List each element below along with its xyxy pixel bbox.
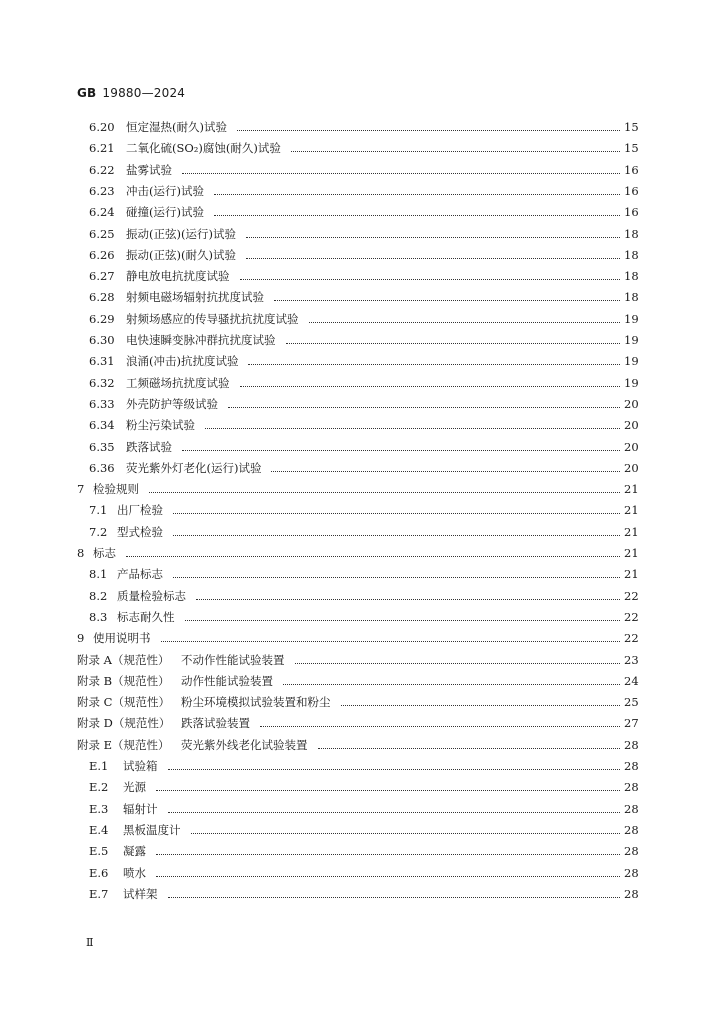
- toc-entry-title: 跌落试验装置: [181, 716, 250, 731]
- toc-entry-number: 9: [77, 631, 85, 646]
- toc-entry-number: 6.33: [89, 396, 115, 411]
- dot-leader: [240, 385, 621, 387]
- toc-entry[interactable]: [89, 886, 638, 902]
- dot-leader: [286, 342, 621, 344]
- toc-entry-number: E.4: [89, 822, 109, 837]
- toc-entry-title: 试验箱: [123, 759, 158, 773]
- toc-entry-title: 标志耐久性: [117, 609, 175, 624]
- toc-entry[interactable]: [89, 524, 638, 540]
- toc-entry-page: 25: [624, 695, 639, 710]
- toc-entry-page: 22: [624, 609, 639, 624]
- toc-entry-title: 质量检验标志: [117, 588, 186, 603]
- toc-entry-title: 电快速瞬变脉冲群抗扰度试验: [126, 333, 276, 347]
- toc-entry-title: 标志: [93, 546, 116, 560]
- toc-entry-number: 6.27: [89, 269, 115, 284]
- toc-entry-page: 28: [624, 737, 639, 752]
- toc-entry[interactable]: [77, 694, 638, 710]
- toc-entry-page: 28: [624, 780, 639, 795]
- toc-entry-title: 辐射计: [123, 801, 158, 816]
- toc-entry-number: 6.25: [89, 226, 115, 241]
- toc-entry-number: 6.34: [89, 418, 115, 433]
- dot-leader: [295, 662, 621, 664]
- dot-leader: [228, 406, 620, 408]
- toc-entry-title: 浪涌(冲击)抗扰度试验: [126, 354, 239, 369]
- toc-entry-page: 28: [624, 759, 639, 773]
- toc-entry-number: E.6: [89, 865, 109, 880]
- toc-entry[interactable]: [89, 439, 638, 455]
- toc-entry-page: 20: [624, 396, 639, 411]
- toc-entry-number: 8: [77, 546, 85, 560]
- toc-entry[interactable]: [89, 460, 638, 476]
- toc-entry-number: E.7: [89, 886, 109, 901]
- toc-entry[interactable]: [89, 332, 638, 348]
- dot-leader: [246, 236, 620, 238]
- toc-entry-number: 8.1: [89, 567, 108, 582]
- dot-leader: [196, 598, 620, 600]
- toc-entry-title: 喷水: [123, 865, 146, 880]
- page-number: Ⅱ: [86, 936, 94, 949]
- toc-entry-page: 28: [624, 844, 639, 859]
- dot-leader: [283, 683, 620, 685]
- toc-entry-number: 6.22: [89, 162, 115, 177]
- toc-entry-title: 碰撞(运行)试验: [126, 205, 204, 220]
- toc-entry[interactable]: [89, 247, 638, 263]
- toc-entry-number: 附录 D（规范性）: [77, 716, 171, 731]
- toc-entry-page: 16: [624, 162, 639, 177]
- toc-entry[interactable]: [89, 204, 638, 220]
- toc-entry-title: 凝露: [123, 844, 146, 859]
- toc-entry[interactable]: [89, 758, 638, 774]
- toc-entry-title: 动作性能试验装置: [181, 673, 273, 688]
- toc-entry[interactable]: [89, 375, 638, 391]
- toc-entry-title: 外壳防护等级试验: [126, 396, 218, 411]
- toc-entry[interactable]: [89, 311, 638, 327]
- toc-entry-page: 28: [624, 865, 639, 880]
- toc-entry[interactable]: [89, 502, 638, 518]
- toc-entry-page: 15: [624, 141, 639, 156]
- toc-entry-title: 出厂检验: [117, 503, 163, 518]
- toc-entry-title: 工频磁场抗扰度试验: [126, 375, 230, 390]
- toc-entry-title: 使用说明书: [93, 631, 151, 646]
- toc-entry-number: 附录 C（规范性）: [77, 695, 170, 710]
- toc-entry-page: 18: [624, 247, 639, 262]
- dot-leader: [240, 278, 621, 280]
- toc-entry-title: 不动作性能试验装置: [181, 652, 285, 667]
- dot-leader: [182, 449, 620, 451]
- toc-entry-number: 附录 E（规范性）: [77, 737, 170, 752]
- dot-leader: [205, 427, 620, 429]
- toc-entry-title: 粉尘环境模拟试验装置和粉尘: [181, 695, 331, 710]
- toc-entry-page: 19: [624, 354, 639, 369]
- toc-entry-number: E.2: [89, 780, 109, 795]
- toc-entry[interactable]: [89, 588, 638, 604]
- toc-entry-number: 6.32: [89, 375, 115, 390]
- toc-entry[interactable]: [89, 353, 638, 369]
- dot-leader: [318, 747, 621, 749]
- toc-entry-page: 28: [624, 822, 639, 837]
- dot-leader: [156, 789, 620, 791]
- toc-entry[interactable]: [77, 673, 638, 689]
- toc-entry-page: 21: [624, 524, 639, 539]
- dot-leader: [291, 150, 620, 152]
- toc-entry-title: 型式检验: [117, 524, 163, 539]
- toc-entry-page: 21: [624, 567, 639, 582]
- dot-leader: [173, 576, 620, 578]
- toc-entry[interactable]: [77, 545, 638, 561]
- toc-entry-title: 射频电磁场辐射抗扰度试验: [126, 290, 264, 305]
- toc-entry-page: 20: [624, 460, 639, 475]
- toc-entry-number: 附录 A（规范性）: [77, 652, 170, 667]
- toc-entry[interactable]: [89, 268, 638, 284]
- toc-entry-number: E.1: [89, 759, 109, 773]
- toc-entry-title: 冲击(运行)试验: [126, 183, 204, 198]
- standard-code: 19880—2024: [102, 86, 186, 100]
- toc-entry-page: 27: [624, 716, 639, 731]
- toc-entry[interactable]: [89, 119, 638, 135]
- toc-entry[interactable]: [89, 609, 638, 625]
- toc-entry-page: 18: [624, 269, 639, 284]
- dot-leader: [214, 214, 620, 216]
- toc-entry-title: 跌落试验: [126, 439, 172, 454]
- dot-leader: [161, 640, 621, 642]
- dot-leader: [214, 193, 620, 195]
- toc-entry-page: 19: [624, 375, 639, 390]
- toc-entry-page: 20: [624, 418, 639, 433]
- toc-entry-page: 19: [624, 333, 639, 347]
- dot-leader: [149, 491, 620, 493]
- dot-leader: [168, 896, 621, 898]
- dot-leader: [274, 299, 620, 301]
- toc-entry[interactable]: [77, 737, 638, 753]
- toc-entry-page: 24: [624, 673, 639, 688]
- dot-leader: [248, 363, 620, 365]
- toc-entry-title: 盐雾试验: [126, 162, 172, 177]
- toc-entry-number: 6.24: [89, 205, 115, 220]
- dot-leader: [341, 704, 621, 706]
- toc-entry[interactable]: [89, 226, 638, 242]
- toc-entry-page: 21: [624, 546, 639, 560]
- dot-leader: [168, 811, 621, 813]
- toc-entry[interactable]: [89, 162, 638, 178]
- toc-entry[interactable]: [89, 865, 638, 881]
- toc-entry-page: 22: [624, 631, 639, 646]
- toc-entry-page: 18: [624, 226, 639, 241]
- toc-entry-number: 6.29: [89, 311, 115, 326]
- dot-leader: [260, 725, 620, 727]
- toc-entry-page: 21: [624, 503, 639, 518]
- dot-leader: [173, 512, 620, 514]
- toc-entry-number: 6.26: [89, 247, 115, 262]
- dot-leader: [156, 875, 620, 877]
- toc-entry[interactable]: [89, 843, 638, 859]
- dot-leader: [185, 619, 621, 621]
- toc-entry[interactable]: [89, 183, 638, 199]
- toc-entry-page: 15: [624, 120, 639, 134]
- toc-entry-title: 光源: [123, 780, 146, 795]
- toc-entry-number: 6.30: [89, 333, 115, 347]
- toc-entry[interactable]: [77, 481, 638, 497]
- dot-leader: [173, 534, 620, 536]
- toc-entry[interactable]: [89, 417, 638, 433]
- dot-leader: [126, 555, 620, 557]
- toc-entry-title: 荧光紫外线老化试验装置: [181, 737, 308, 752]
- toc-entry-title: 产品标志: [117, 567, 163, 582]
- toc-entry-title: 射频场感应的传导骚扰抗扰度试验: [126, 311, 299, 326]
- toc-entry-title: 检验规则: [93, 482, 139, 497]
- toc-entry-number: 6.23: [89, 183, 115, 198]
- toc-entry-page: 19: [624, 311, 639, 326]
- toc-entry-number: E.5: [89, 844, 109, 859]
- dot-leader: [309, 321, 621, 323]
- toc-entry-number: 7.1: [89, 503, 108, 518]
- toc-entry-number: 6.20: [89, 120, 115, 134]
- toc-entry-title: 恒定湿热(耐久)试验: [126, 120, 227, 134]
- toc-entry[interactable]: [89, 779, 638, 795]
- toc-entry[interactable]: [89, 140, 638, 156]
- toc-entry[interactable]: [89, 289, 638, 305]
- toc-entry-page: 21: [624, 482, 639, 497]
- toc-entry-number: 6.36: [89, 460, 115, 475]
- toc-entry-title: 黑板温度计: [123, 822, 181, 837]
- toc-entry-number: 7.2: [89, 524, 108, 539]
- toc-entry-number: 8.2: [89, 588, 108, 603]
- toc-entry[interactable]: [77, 630, 638, 646]
- document-header: [77, 86, 185, 100]
- toc-entry-number: 6.21: [89, 141, 115, 156]
- toc-entry-title: 二氧化硫(SO₂)腐蚀(耐久)试验: [126, 141, 281, 156]
- dot-leader: [246, 257, 620, 259]
- toc-entry[interactable]: [89, 396, 638, 412]
- toc-entry[interactable]: [89, 566, 638, 582]
- toc-entry[interactable]: [77, 715, 638, 731]
- toc-entry-title: 粉尘污染试验: [126, 418, 195, 433]
- toc-entry[interactable]: [89, 801, 638, 817]
- dot-leader: [237, 129, 620, 131]
- toc-entry-page: 22: [624, 588, 639, 603]
- toc-entry-number: 6.35: [89, 439, 115, 454]
- toc-entry-page: 23: [624, 652, 639, 667]
- toc-entry-page: 28: [624, 886, 639, 901]
- dot-leader: [271, 470, 620, 472]
- dot-leader: [168, 768, 621, 770]
- toc-entry-title: 振动(正弦)(耐久)试验: [126, 247, 236, 262]
- toc-entry-number: 附录 B（规范性）: [77, 673, 170, 688]
- toc-entry-number: 8.3: [89, 609, 108, 624]
- toc-entry-page: 16: [624, 205, 639, 220]
- toc-entry-page: 18: [624, 290, 639, 305]
- toc-entry-title: 静电放电抗扰度试验: [126, 269, 230, 284]
- toc-entry-page: 16: [624, 183, 639, 198]
- dot-leader: [182, 172, 620, 174]
- toc-entry-title: 荧光紫外灯老化(运行)试验: [126, 460, 262, 475]
- toc-entry-page: 28: [624, 801, 639, 816]
- toc-entry[interactable]: [89, 822, 638, 838]
- toc-entry-number: E.3: [89, 801, 109, 816]
- toc-entry-title: 振动(正弦)(运行)试验: [126, 226, 236, 241]
- toc-entry-number: 6.31: [89, 354, 115, 369]
- toc-entry-title: 试样架: [123, 886, 158, 901]
- dot-leader: [191, 832, 621, 834]
- toc-entry-number: 6.28: [89, 290, 115, 305]
- toc-entry-page: 20: [624, 439, 639, 454]
- dot-leader: [156, 853, 620, 855]
- toc-entry-number: 7: [77, 482, 85, 497]
- toc-entry[interactable]: [77, 652, 638, 668]
- standard-prefix: GB: [77, 86, 97, 100]
